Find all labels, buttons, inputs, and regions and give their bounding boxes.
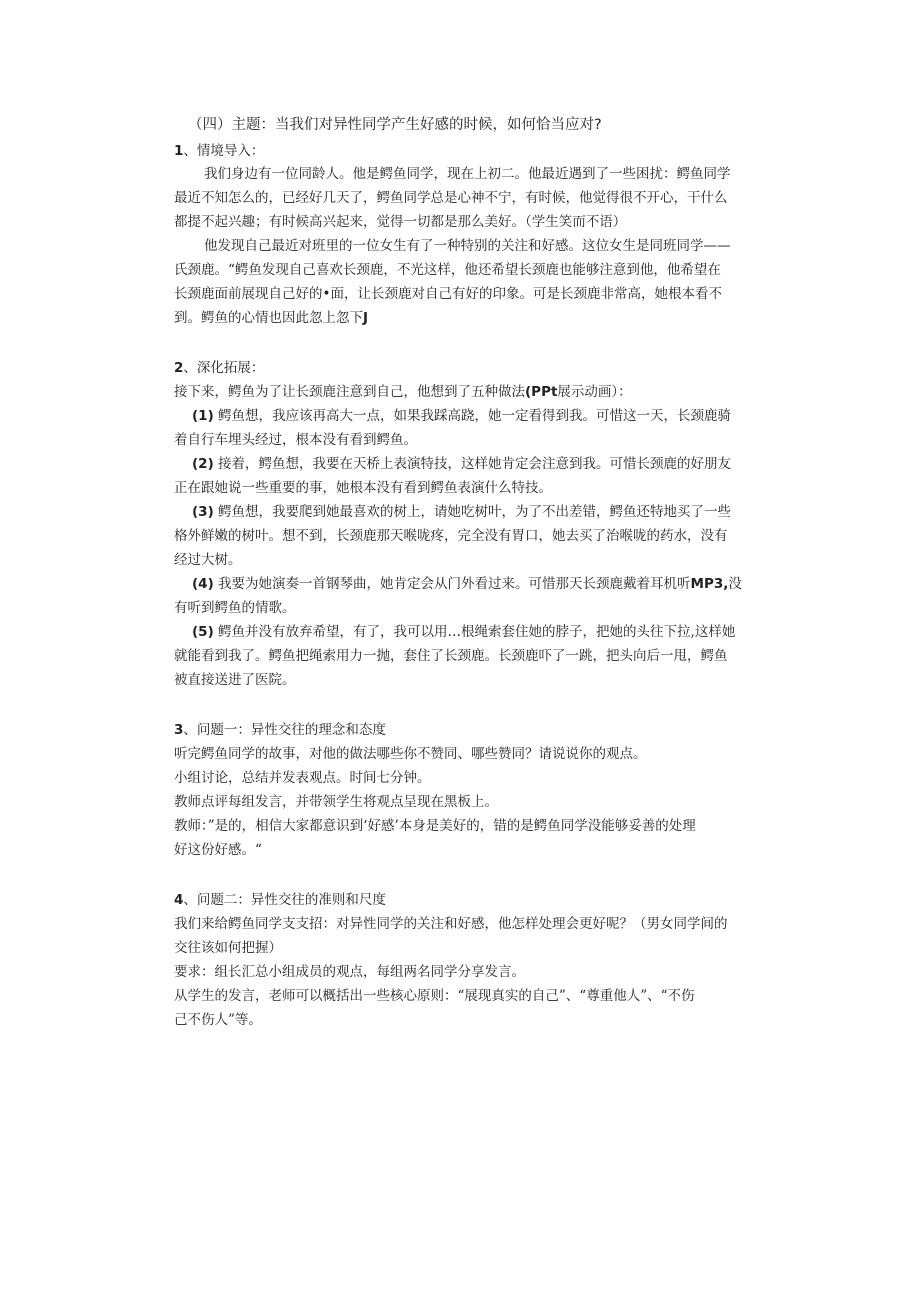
- section-heading-text: 、问题二：异性交往的准则和尺度: [183, 892, 386, 908]
- item-text: 鳄鱼并没有放弃希望，有了，我可以用…根绳索套住她的脖子，把她的头往下拉,这样她: [218, 624, 736, 640]
- intro-ppt-label: (PPt: [525, 384, 558, 400]
- section-3-heading: [174, 718, 386, 742]
- item-number: (5): [192, 624, 214, 640]
- paragraph-line: 交往该如何把握）: [174, 940, 282, 956]
- list-item-5-cont: 被直接送进了医院。: [174, 672, 296, 688]
- item-text: 鳄鱼想，我要爬到她最喜欢的树上，请她吃树叶，为了不出差错，鳄鱼还特地买了一些: [218, 504, 732, 520]
- item-number: (3): [192, 504, 214, 520]
- paragraph-line: 教师：”是的，相信大家都意识到‘好感’本身是美好的，错的是鳄鱼同学没能够妥善的处理: [174, 818, 696, 834]
- item-number: (2): [192, 456, 214, 472]
- item-text-end: 没: [728, 576, 742, 592]
- paragraph-line: 他发现自己最近对班里的一位女生有了一种特别的关注和好感。这位女生是同班同学——: [204, 238, 731, 254]
- list-item-1-cont: 着自行车埋头经过，根本没有看到鳄鱼。: [174, 432, 417, 448]
- paragraph-line: 都提不起兴趣；有时候高兴起来，觉得一切都是那么美好。（学生笑而不语）: [174, 214, 627, 230]
- paragraph-line: 教师点评每组发言，并带领学生将观点呈现在黑板上。: [174, 794, 498, 810]
- paragraph-line: 我们身边有一位同龄人。他是鳄鱼同学，现在上初二。他最近遇到了一些困扰：鳄鱼同学: [204, 166, 731, 182]
- list-item-4-cont: 有听到鳄鱼的情歌。: [174, 600, 296, 616]
- section-heading-text: 、深化拓展：: [183, 360, 265, 376]
- item-text: 鳄鱼想，我应该再高大一点，如果我踩高跷，她一定看得到我。可惜这一天，长颈鹿骑: [218, 408, 732, 424]
- item-number: (1): [192, 408, 214, 424]
- list-item-1: [192, 404, 731, 428]
- item-text: 我要为她演奏一首钢琴曲，她肯定会从门外看过来。可惜那天长颈鹿戴着耳机听: [218, 576, 691, 592]
- item-bold-text: MP3,: [690, 576, 729, 592]
- section-number: 4: [174, 892, 184, 908]
- item-number: (4): [192, 576, 214, 592]
- ocr-artifact-text: J: [363, 310, 369, 326]
- list-item-3-cont: 格外鲜嫩的树叶。想不到，长颈鹿那天喉咙疼，完全没有胃口，她去买了治喉咙的药水，没有: [174, 528, 728, 544]
- paragraph-line: 听完鳄鱼同学的故事，对他的做法哪些你不赞同、哪些赞同？请说说你的观点。: [174, 746, 647, 762]
- paragraph-text: 到。鳄鱼的心情也因此忽上忽下: [174, 310, 363, 326]
- list-item-3: [192, 500, 731, 524]
- paragraph-line: 氏颈鹿。“鳄鱼发现自己喜欢长颈鹿，不光这样，他还希望长颈鹿也能够注意到他，他希望在: [174, 262, 721, 278]
- paragraph-line: 好这份好感。“: [174, 842, 262, 858]
- paragraph-line: 从学生的发言，老师可以概括出一些核心原则：“展现真实的自己”、“尊重他人”、“不伤: [174, 988, 695, 1004]
- section-number: 2: [174, 360, 184, 376]
- list-item-5-cont: 就能看到我了。鳄鱼把绳索用力一抛，套住了长颈鹿。长颈鹿吓了一跳，把头向后一甩，鳄鱼: [174, 648, 728, 664]
- list-item-5: [192, 620, 735, 644]
- paragraph-line: 我们来给鳄鱼同学支支招：对异性同学的关注和好感，他怎样处理会更好呢？（男女同学间的: [174, 916, 728, 932]
- section-2-heading: [174, 356, 264, 380]
- section-number: 3: [174, 722, 184, 738]
- section-2-intro: [174, 380, 632, 404]
- paragraph-line: 最近不知怎么的，已经好几天了，鳄鱼同学总是心神不宁，有时候，他觉得很不开心，干什么: [174, 190, 728, 206]
- paragraph-line: [174, 306, 368, 330]
- list-item-2-cont: 正在跟她说一些重要的事，她根本没有看到鳄鱼表演什么特技。: [174, 480, 552, 496]
- intro-text: 接下来，鳄鱼为了让长颈鹿注意到自己，他想到了五种做法: [174, 384, 525, 400]
- paragraph-line: 长颈鹿面前展现自己好的•面，让长颈鹿对自己有好的印象。可是长颈鹿非常高，她根本看不: [174, 286, 722, 302]
- list-item-3-cont: 经过大树。: [174, 552, 242, 568]
- paragraph-line: 要求：组长汇总小组成员的观点，每组两名同学分享发言。: [174, 964, 525, 980]
- list-item-2: [192, 452, 731, 476]
- section-heading-text: 、问题一：异性交往的理念和态度: [183, 722, 386, 738]
- document-title: （四）主题：当我们对异性同学产生好感的时候，如何恰当应对?: [188, 117, 602, 133]
- item-text: 接着，鳄鱼想，我要在天桥上表演特技，这样她肯定会注意到我。可惜长颈鹿的好朋友: [218, 456, 732, 472]
- section-number: 1: [174, 143, 184, 159]
- intro-text-end: 展示动画）：: [557, 384, 632, 400]
- paragraph-line: 小组讨论，总结并发表观点。时间七分钟。: [174, 770, 431, 786]
- section-heading-text: 、情境导入：: [183, 143, 265, 159]
- list-item-4: [192, 572, 742, 596]
- section-4-heading: [174, 888, 386, 912]
- section-1-heading: [174, 139, 264, 163]
- paragraph-line: 己不伤人”等。: [174, 1012, 262, 1028]
